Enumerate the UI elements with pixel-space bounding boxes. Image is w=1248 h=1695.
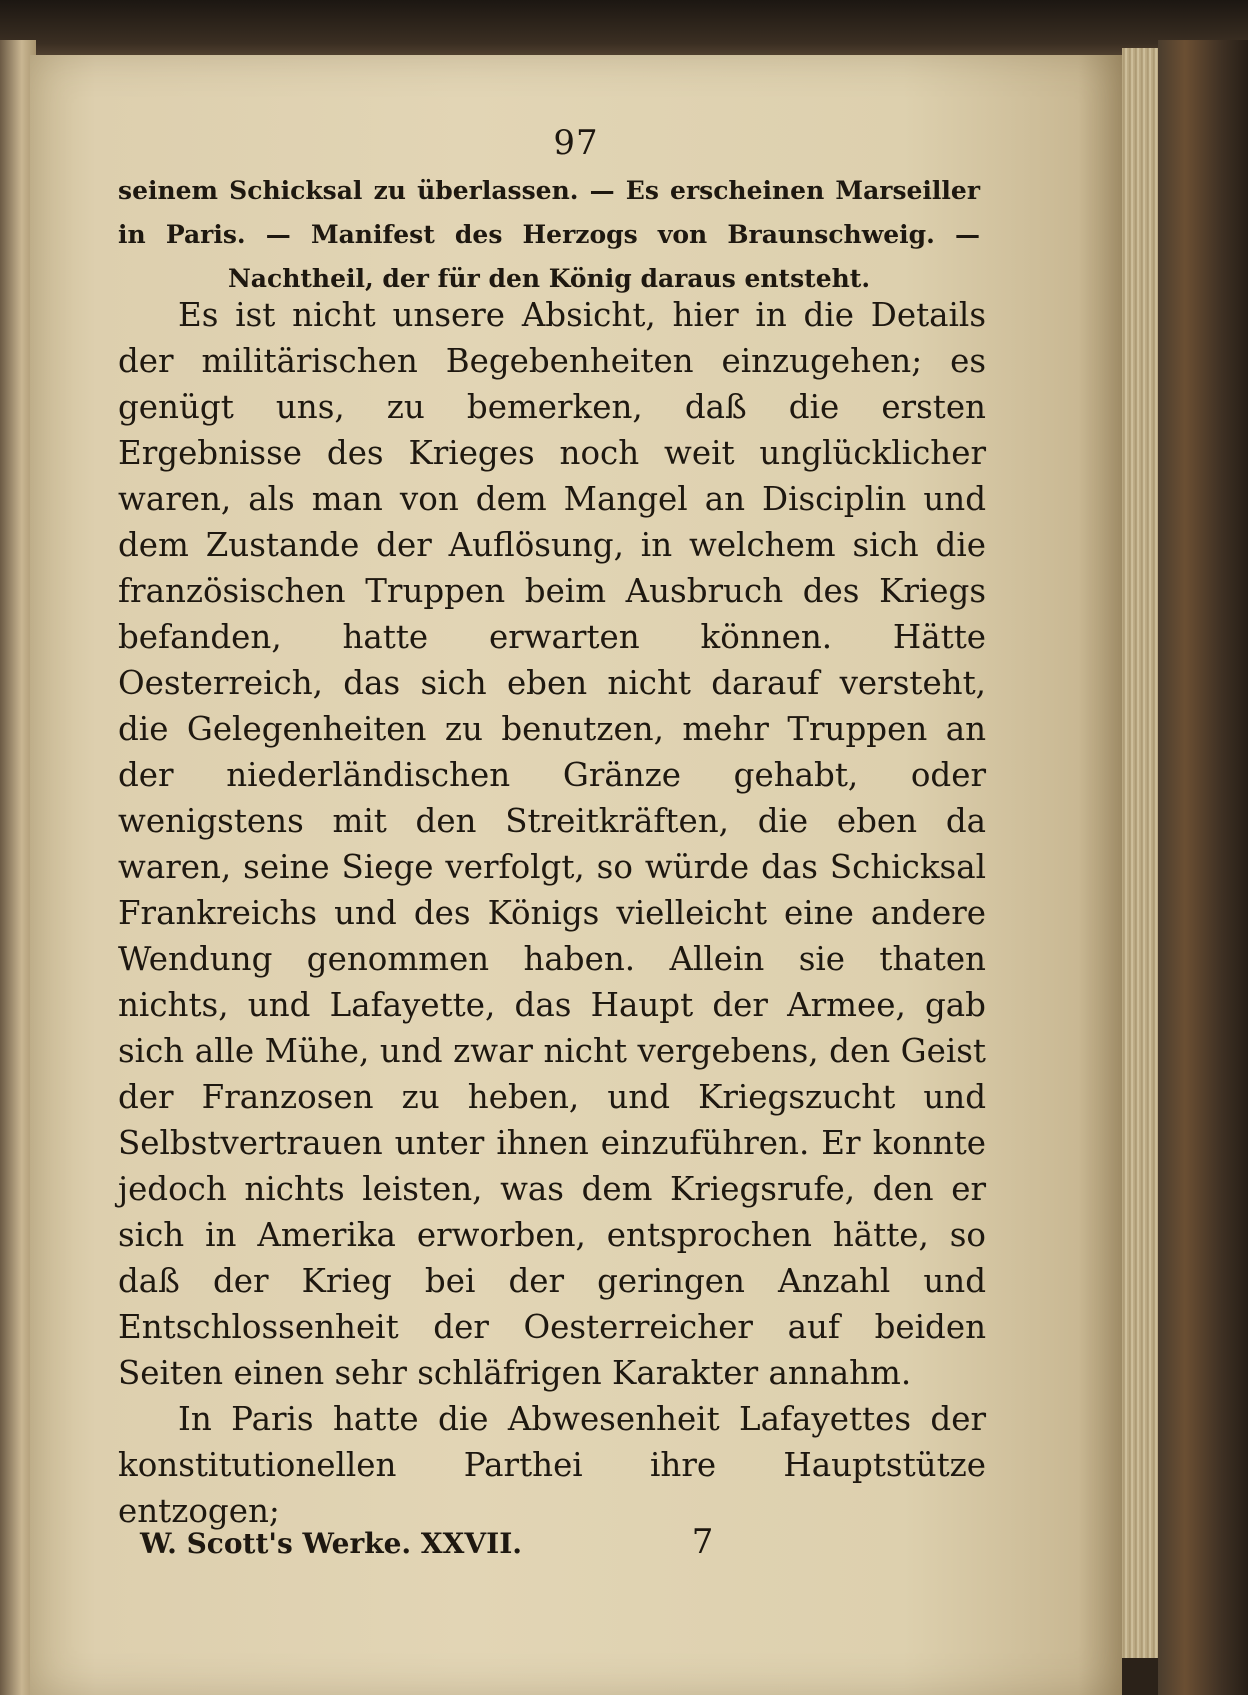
paragraph-2: In Paris hatte die Abwesenheit Lafayettes der konstitutionellen Parthei ihre Hauptstütze entzogen; [118, 1400, 986, 1530]
page-stack-edge [1122, 48, 1162, 1658]
chapter-summary: seinem Schicksal zu überlassen. — Es erscheinen Marseiller in Paris. — Manifest des Herzogs von Braunschweig. — Nachtheil, der für den König daraus entsteht. [118, 176, 980, 293]
footer-title: W. Scott's Werke. XXVII. [140, 1527, 523, 1560]
paragraph-1: Es ist nicht unsere Absicht, hier in die Details der militärischen Begebenheiten einzugehen; es genügt uns, zu bemerken, daß die ersten Ergebnisse des Krieges noch weit unglücklicher waren, als man von dem Mangel an Disciplin und dem Zustande der Auflösung, in welchem sich die französischen Truppen beim Ausbruch des Kriegs befanden, hatte erwarten können. Hätte Oesterreich, das sich eben nicht darauf versteht, die Gelegenheiten zu benutzen, mehr Truppen an der niederländischen Gränze gehabt, oder wenigstens mit den Streitkräften, die eben da waren, seine Siege verfolgt, so würde das Schicksal Frankreichs und des Königs vielleicht eine andere Wendung genommen haben. Allein sie thaten nichts, und Lafayette, das Haupt der Armee, gab sich alle Mühe, und zwar nicht vergebens, den Geist der Franzosen zu heben, und Kriegszucht und Selbstvertrauen unter ihnen einzuführen. Er konnte jedoch nichts leisten, was dem Kriegsrufe, den er sich in Amerika erworben, entsprochen hätte, so daß der Krieg bei der geringen Anzahl und Entschlossenheit der Oesterreicher auf beiden Seiten einen sehr schläfrigen Karakter annahm. [118, 296, 986, 1392]
page-footer [140, 1522, 780, 1562]
book-cover-top [0, 0, 1248, 62]
body-text [118, 292, 986, 1534]
book-binding-right [1158, 40, 1248, 1695]
signature-mark: 7 [691, 1522, 714, 1562]
book-page [30, 55, 1122, 1695]
page-number: 97 [553, 123, 599, 163]
